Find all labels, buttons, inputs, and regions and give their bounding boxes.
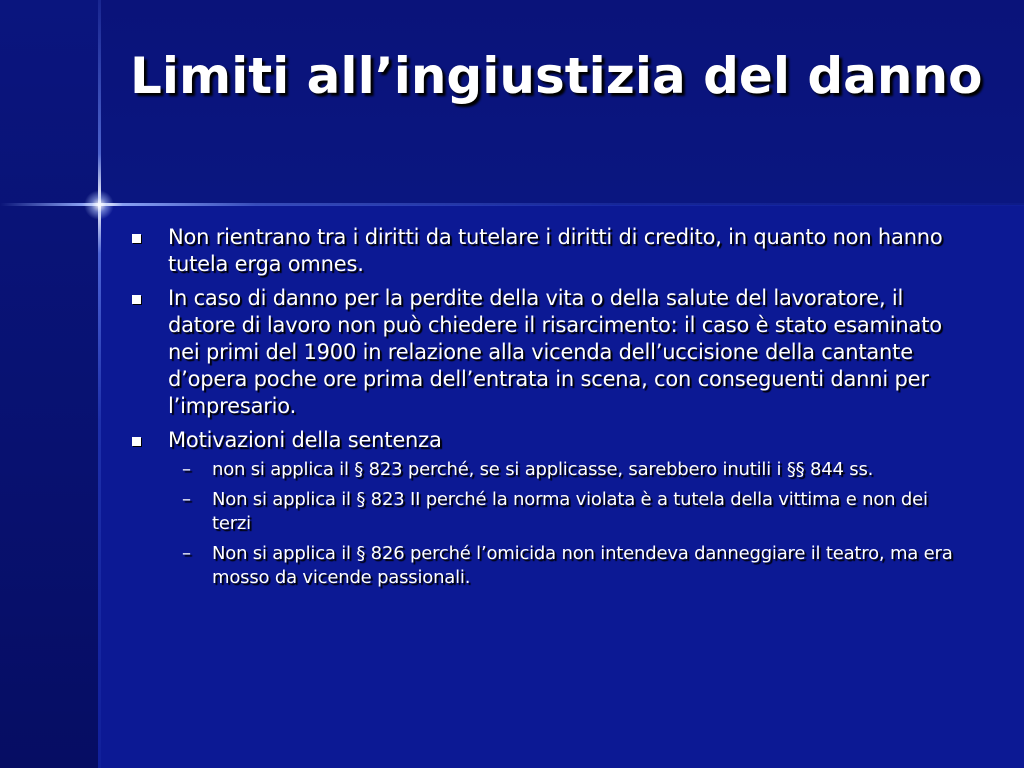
sub-bullet-list: [168, 458, 960, 590]
sub-bullet-item: [168, 542, 960, 590]
slide-content: [130, 224, 960, 597]
bullet-text: Non rientrano tra i diritti da tutelare i diritti di credito, in quanto non hanno tutela erga omnes.: [168, 225, 943, 276]
sub-bullet-text: Non si applica il § 823 II perché la norma violata è a tutela della vittima e non dei terzi: [212, 489, 928, 534]
bullet-item: [130, 224, 960, 278]
sub-bullet-item: [168, 458, 960, 482]
star-flare-icon: [84, 190, 114, 220]
bullet-item: [130, 427, 960, 590]
bullet-text: Motivazioni della sentenza: [168, 428, 442, 452]
square-bullet-icon: [132, 234, 141, 243]
square-bullet-icon: [132, 437, 141, 446]
square-bullet-icon: [132, 295, 141, 304]
sub-bullet-text: Non si applica il § 826 perché l’omicida non intendeva danneggiare il teatro, ma era mosso da vicende passionali.: [212, 543, 953, 588]
sub-bullet-item: [168, 488, 960, 536]
horizontal-light-line: [0, 203, 1024, 206]
left-panel: [0, 0, 98, 768]
slide-title: Limiti all’ingiustizia del danno: [130, 47, 983, 105]
bullet-text: In caso di danno per la perdite della vita o della salute del lavoratore, il datore di lavoro non può chiedere il risarcimento: il caso è stato esaminato nei primi del 1900 in relazione alla vicenda dell’uccisione della cantante d’opera poche ore prima dell’entrata in scena, con conseguenti danni per l’impresario.: [168, 286, 942, 418]
bullet-list: [130, 224, 960, 590]
bullet-item: [130, 285, 960, 420]
dash-bullet-icon: –: [182, 543, 191, 564]
vertical-light-line: [98, 0, 101, 768]
dash-bullet-icon: –: [182, 489, 191, 510]
dash-bullet-icon: –: [182, 459, 191, 480]
sub-bullet-text: non si applica il § 823 perché, se si applicasse, sarebbero inutili i §§ 844 ss.: [212, 459, 874, 480]
